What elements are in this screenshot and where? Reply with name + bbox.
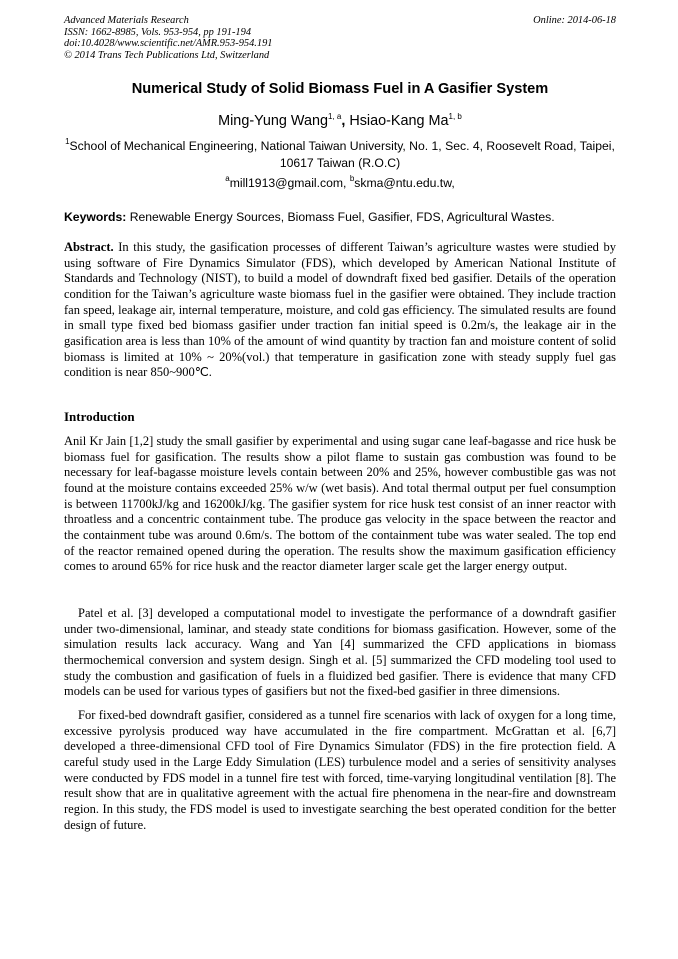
paragraph: Anil Kr Jain [1,2] study the small gasifier by experimental and using sugar cane leaf-bagasse and rice husk be biomass fuel for gasification. The results show a pilot flame to sustain gas combustion was found to be necessary for leaf-bagasse moisture levels contain between 20% and 25%, however combustible gas was not found at the moisture contains exceeded 25% w/w (wet basis). And total thermal output per fuel consumption is between 11700kJ/kg and 16200kJ/kg. The gasifier system for rice husk test consist of an inner reactor with throatless and a concentric containment tube. The produce gas velocity in the space between the reactor and the containment tube was around 0.6m/s. The bottom of the containment tube was water sealed. The top end of the reactor remained opened during the operation. The results show the maximum gasification efficiency comes to around 65% for rice husk and the reactor diameter larger scale get the larger energy output. bbox=[64, 434, 616, 574]
keywords bbox=[64, 210, 616, 224]
paragraph: Patel et al. [3] developed a computational model to investigate the performance of a downdraft gasifier under two-dimensional, laminar, and steady state conditions for biomass gasification. However, some of the simulation results lack accuracy. Wang and Yan [4] summarized the CFD applications in biomass thermochemical conversion and system design. Singh et al. [5] summarized the CFD modeling tool used to study the combustion and gasification of fuels in a fluidized bed gasifier. There is evidence that many CFD models can be used for various types of gasifiers but not the fixed-bed gasifier in three dimensions. bbox=[64, 606, 616, 699]
copyright-line: © 2014 Trans Tech Publications Ltd, Switzerland bbox=[64, 49, 270, 61]
author-superscript: 1, b bbox=[448, 112, 462, 121]
affiliation-superscript: 1 bbox=[65, 137, 70, 146]
journal-name: Advanced Materials Research bbox=[64, 15, 189, 26]
affiliation-text: School of Mechanical Engineering, National Taiwan University, No. 1, Sec. 4, Roosevelt Road, Taipei, 10617 Taiwan (R.O.C) bbox=[69, 139, 615, 170]
author-superscript: 1, a bbox=[327, 112, 342, 121]
paragraph: For fixed-bed downdraft gasifier, considered as a tunnel fire scenarios with lack of oxygen for a long time, excessive pyrolysis produced way have accumulated in the fire compartment. McGrattan et al. [6,7] developed a three-dimensional CFD tool of Fire Dynamics Simulator (FDS) in the fire protection field. A careful study used in the Large Eddy Simulation (LES) turbulence model and a series of sensitivity analyses were conducted by FDS model in a tunnel fire test with forced, time-varying longitudinal ventilation [8]. The result show that are in qualitative agreement with the actual fire phenomena in the near-fire and downstream region. In this study, the FDS model is used to investigate searching the best operated condition for the better design of future. bbox=[64, 708, 616, 832]
email-line bbox=[64, 176, 616, 190]
keywords-text: Renewable Energy Sources, Biomass Fuel, Gasifier, FDS, Agricultural Wastes. bbox=[129, 210, 555, 224]
paper-title: Numerical Study of Solid Biomass Fuel in A Gasifier System bbox=[131, 81, 549, 97]
author-name: Ming-Yung Wang bbox=[218, 113, 328, 129]
author-line bbox=[64, 113, 616, 129]
section-heading: Introduction bbox=[64, 409, 135, 424]
doi-line: doi:10.4028/www.scientific.net/AMR.953-954.191 bbox=[64, 38, 273, 50]
author-separator: , bbox=[341, 113, 346, 129]
abstract-label: Abstract. bbox=[64, 240, 114, 254]
online-date: Online: 2014-06-18 bbox=[533, 15, 616, 26]
email-link[interactable]: mill1913@gmail.com, bbox=[229, 176, 347, 190]
email-superscript: a bbox=[225, 174, 230, 183]
email-superscript: b bbox=[349, 174, 355, 183]
journal-header bbox=[64, 15, 616, 61]
email-link[interactable]: skma@ntu.edu.tw, bbox=[354, 176, 455, 190]
abstract bbox=[64, 240, 616, 381]
abstract-text: In this study, the gasification processes of different Taiwan’s agriculture wastes were studied by using software of Fire Dynamics Simulator (FDS), which developed by American National Institute of Standards and Technology (NIST), to build a model of downdraft fixed bed gasifier. Details of the operation condition for the Taiwan’s agriculture waste biomass fuel in the gasifier were obtained. They include traction fan speed, leakage air, internal temperature, moisture, and cold gas efficiency. The simulated results are found in small type fixed bed biomass gasifier under traction fan initial speed is 0.2m/s, the leakage air in the gasification area is less than 10% of the amount of wind quantity by traction fan and moisture content of solid biomass is limited at 10% ~ 20%(vol.) that temperature in gasification zone with steady supply fuel gas condition is near 850~900℃. bbox=[64, 240, 616, 380]
issn-line: ISSN: 1662-8985, Vols. 953-954, pp 191-194 bbox=[64, 26, 252, 38]
keywords-label: Keywords: bbox=[64, 210, 127, 224]
affiliation bbox=[64, 138, 616, 171]
author-name: Hsiao-Kang Ma bbox=[349, 113, 449, 129]
